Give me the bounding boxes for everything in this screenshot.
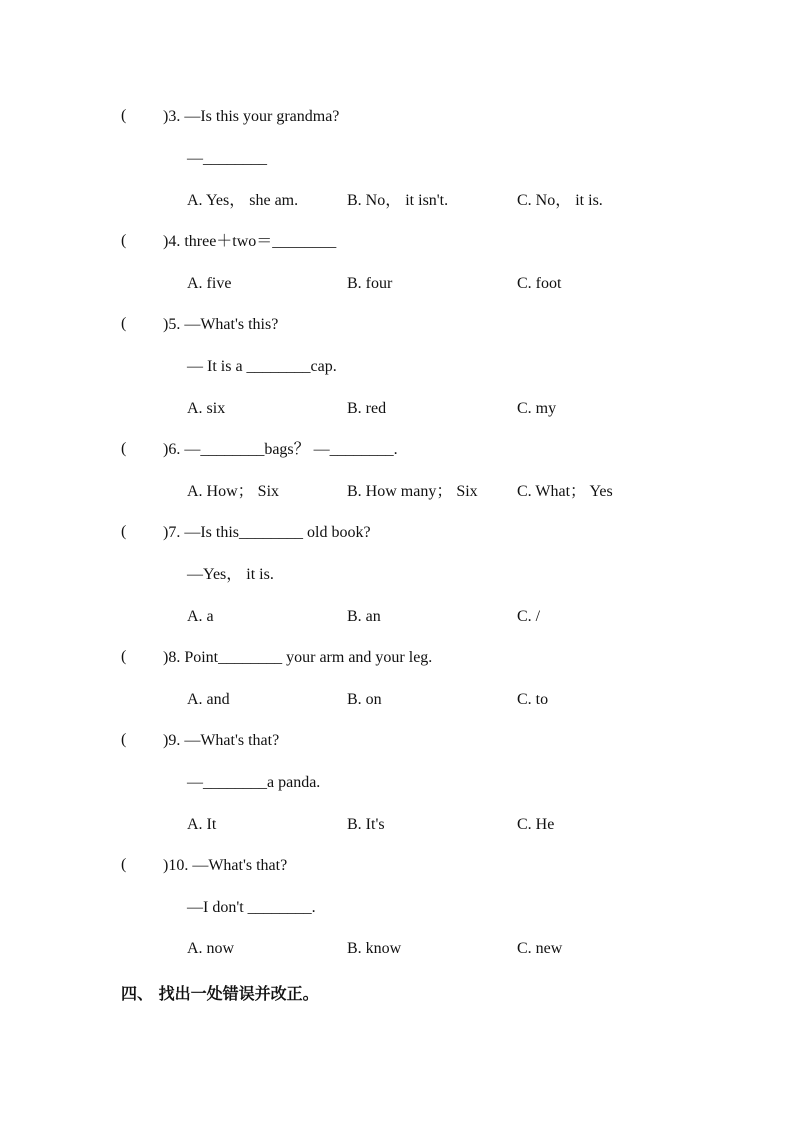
answer-paren[interactable]: ( <box>121 440 127 457</box>
option-a[interactable]: A. and <box>187 691 230 708</box>
option-c[interactable]: C. to <box>517 691 549 708</box>
answer-paren[interactable]: ( <box>121 232 127 249</box>
question-stem: )10. —What's that? <box>163 857 288 874</box>
answer-paren[interactable]: ( <box>121 523 127 540</box>
option-a[interactable]: A. It <box>187 816 217 833</box>
question-sub-line: — It is a ________cap. <box>187 358 337 375</box>
answer-paren[interactable]: ( <box>121 107 127 124</box>
option-c[interactable]: C. What； Yes <box>517 483 613 500</box>
option-a[interactable]: A. a <box>187 608 214 625</box>
option-c[interactable]: C. my <box>517 400 557 417</box>
question-stem: )8. Point________ your arm and your leg. <box>163 649 433 666</box>
option-c[interactable]: C. foot <box>517 275 562 292</box>
option-b[interactable]: B. It's <box>347 816 385 833</box>
section-4-heading: 四、 找出一处错误并改正。 <box>121 984 319 1003</box>
option-b[interactable]: B. know <box>347 940 402 957</box>
option-a[interactable]: A. six <box>187 400 226 417</box>
answer-paren[interactable]: ( <box>121 315 127 332</box>
option-a[interactable]: A. How； Six <box>187 483 280 500</box>
question-stem: )6. —________bags？ —________. <box>163 441 398 458</box>
option-c[interactable]: C. No， it is. <box>517 192 603 209</box>
option-b[interactable]: B. four <box>347 275 393 292</box>
question-sub-line: —I don't ________. <box>187 899 316 916</box>
option-b[interactable]: B. on <box>347 691 382 708</box>
question-stem: )9. —What's that? <box>163 732 280 749</box>
question-sub-line: —Yes， it is. <box>187 566 274 583</box>
question-stem: )4. three＋two＝________ <box>163 233 337 250</box>
option-a[interactable]: A. five <box>187 275 232 292</box>
option-b[interactable]: B. an <box>347 608 381 625</box>
option-c[interactable]: C. He <box>517 816 555 833</box>
option-c[interactable]: C. new <box>517 940 563 957</box>
question-stem: )7. —Is this________ old book? <box>163 524 371 541</box>
question-stem: )5. —What's this? <box>163 316 279 333</box>
answer-paren[interactable]: ( <box>121 731 127 748</box>
option-b[interactable]: B. How many； Six <box>347 483 478 500</box>
answer-paren[interactable]: ( <box>121 856 127 873</box>
option-b[interactable]: B. red <box>347 400 387 417</box>
question-sub-line: —________ <box>187 150 267 167</box>
answer-paren[interactable]: ( <box>121 648 127 665</box>
question-stem: )3. —Is this your grandma? <box>163 108 340 125</box>
option-b[interactable]: B. No， it isn't. <box>347 192 449 209</box>
question-sub-line: —________a panda. <box>187 774 321 791</box>
option-a[interactable]: A. Yes， she am. <box>187 192 299 209</box>
option-a[interactable]: A. now <box>187 940 235 957</box>
option-c[interactable]: C. / <box>517 608 541 625</box>
